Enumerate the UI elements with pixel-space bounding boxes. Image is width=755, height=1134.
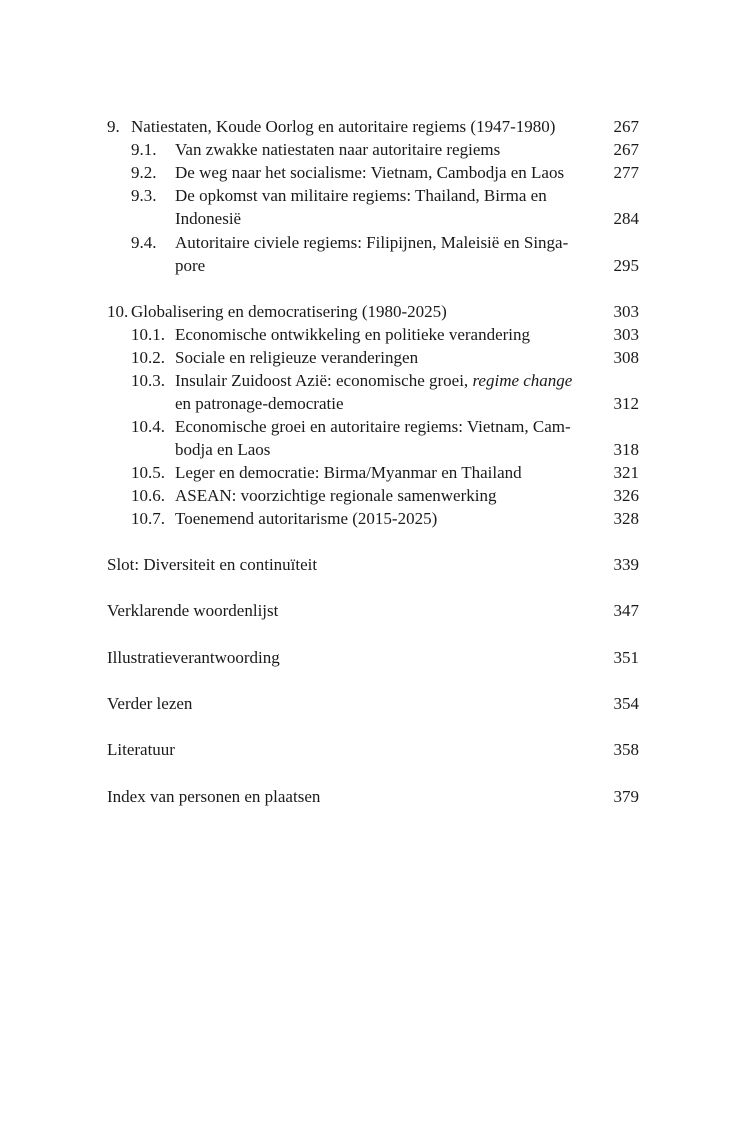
section-number: 10.3.	[131, 371, 165, 390]
section-title: Sociale en religieuze veranderingen	[175, 348, 419, 367]
toc-section-10-3-cont	[0, 392, 755, 415]
page-number: 295	[613, 256, 639, 275]
toc-backmatter-index	[0, 785, 755, 808]
page-number: 303	[613, 302, 639, 321]
section-title-continued: bodja en Laos	[175, 440, 271, 459]
page-number: 284	[613, 209, 639, 228]
page-number: 321	[613, 463, 639, 482]
section-number: 10.6.	[131, 486, 165, 505]
toc-backmatter-verder-lezen	[0, 692, 755, 715]
backmatter-title: Literatuur	[107, 740, 175, 759]
chapter-title: Natiestaten, Koude Oorlog en autoritaire regiems (1947-1980)	[131, 117, 556, 136]
section-title: Leger en democratie: Birma/Myanmar en Thailand	[175, 463, 522, 482]
section-number: 9.3.	[131, 186, 157, 205]
section-title-continued: en patronage-democratie	[175, 394, 344, 413]
section-title: De weg naar het socialisme: Vietnam, Cambodja en Laos	[175, 163, 565, 182]
page-number: 308	[613, 348, 639, 367]
toc-section-9-3-cont	[0, 207, 755, 230]
backmatter-title: Verklarende woordenlijst	[107, 601, 279, 620]
page-number: 267	[613, 117, 639, 136]
toc-backmatter-literatuur	[0, 738, 755, 761]
section-title: De opkomst van militaire regiems: Thailand, Birma en	[175, 186, 547, 205]
page-number: 328	[613, 509, 639, 528]
section-number: 10.4.	[131, 417, 165, 436]
section-number: 10.2.	[131, 348, 165, 367]
section-title-italic: regime change	[472, 371, 573, 390]
page-number: 318	[613, 440, 639, 459]
toc-section-10-1	[0, 323, 755, 346]
toc-section-10-4	[0, 415, 755, 438]
chapter-number: 9.	[107, 117, 120, 136]
section-title: Economische groei en autoritaire regiems: Vietnam, Cam-	[175, 417, 571, 436]
toc-section-9-4	[0, 231, 755, 254]
page-number: 354	[613, 694, 639, 713]
section-number: 9.2.	[131, 163, 157, 182]
backmatter-title: Illustratieverantwoording	[107, 648, 280, 667]
toc-section-10-7	[0, 507, 755, 530]
section-title	[175, 369, 572, 392]
backmatter-title: Verder lezen	[107, 694, 193, 713]
page-number: 312	[613, 394, 639, 413]
toc-section-10-5	[0, 461, 755, 484]
page-number: 267	[613, 140, 639, 159]
page-number: 358	[613, 740, 639, 759]
page-number: 339	[613, 555, 639, 574]
section-number: 9.4.	[131, 233, 157, 252]
section-title-continued: pore	[175, 256, 206, 275]
toc-section-10-4-cont	[0, 438, 755, 461]
toc-chapter-10	[0, 300, 755, 323]
section-title-continued: Indonesië	[175, 209, 242, 228]
section-number: 10.1.	[131, 325, 165, 344]
section-number: 10.5.	[131, 463, 165, 482]
page-number: 303	[613, 325, 639, 344]
toc-backmatter-woordenlijst	[0, 599, 755, 622]
backmatter-title: Index van personen en plaatsen	[107, 787, 321, 806]
page-number: 351	[613, 648, 639, 667]
toc-backmatter-slot	[0, 553, 755, 576]
page-number: 379	[613, 787, 639, 806]
section-title-text: Insulair Zuidoost Azië: economische groei,	[175, 371, 473, 390]
toc-section-10-6	[0, 484, 755, 507]
section-title: Autoritaire civiele regiems: Filipijnen, Maleisië en Singa-	[175, 233, 569, 252]
section-title: ASEAN: voorzichtige regionale samenwerking	[175, 486, 497, 505]
toc-chapter-9	[0, 115, 755, 138]
section-number: 9.1.	[131, 140, 157, 159]
section-title: Toenemend autoritarisme (2015-2025)	[175, 509, 438, 528]
page-number: 277	[613, 163, 639, 182]
section-title: Van zwakke natiestaten naar autoritaire regiems	[175, 140, 501, 159]
toc-section-10-2	[0, 346, 755, 369]
backmatter-title: Slot: Diversiteit en continuïteit	[107, 555, 318, 574]
toc-section-9-1	[0, 138, 755, 161]
toc-section-9-4-cont	[0, 254, 755, 277]
toc-section-9-2	[0, 161, 755, 184]
toc-backmatter-illustraties	[0, 646, 755, 669]
page-number: 326	[613, 486, 639, 505]
toc-section-9-3	[0, 184, 755, 207]
section-title: Economische ontwikkeling en politieke verandering	[175, 325, 531, 344]
section-number: 10.7.	[131, 509, 165, 528]
page-number: 347	[613, 601, 639, 620]
chapter-number: 10.	[107, 302, 129, 321]
toc-section-10-3	[0, 369, 755, 392]
chapter-title: Globalisering en democratisering (1980-2025)	[131, 302, 447, 321]
